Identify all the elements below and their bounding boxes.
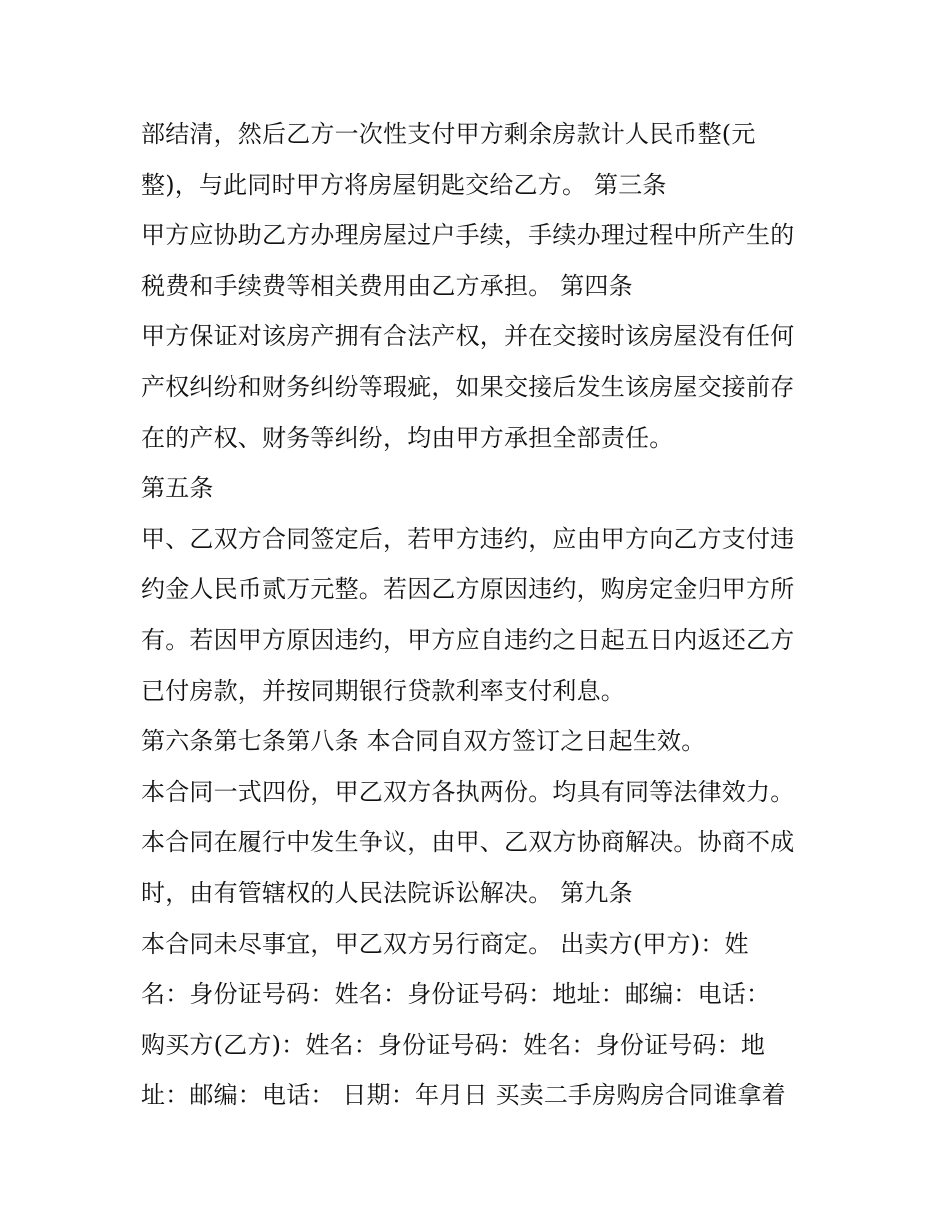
text-line: 部结清，然后乙方一次性支付甲方剩余房款计人民币整(元 bbox=[141, 120, 756, 148]
text-line: 甲、乙双方合同签定后，若甲方违约，应由甲方向乙方支付违 bbox=[141, 524, 795, 553]
text-line: 本合同在履行中发生争议，由甲、乙双方协商解决。协商不成 bbox=[141, 828, 795, 857]
text-line: 甲方保证对该房产拥有合法产权，并在交接时该房屋没有任何 bbox=[141, 322, 795, 351]
text-line: 产权纠纷和财务纠纷等瑕疵，如果交接后发生该房屋交接前存 bbox=[141, 372, 795, 401]
text-line: 本合同未尽事宜，甲乙双方另行商定。 出卖方(甲方)：姓 bbox=[141, 929, 749, 958]
text-line: 甲方应协助乙方办理房屋过户手续，手续办理过程中所产生的 bbox=[141, 221, 795, 250]
section-heading: 第五条 bbox=[141, 474, 214, 503]
text-line: 名：身份证号码：姓名：身份证号码：地址：邮编：电话： bbox=[141, 980, 771, 1009]
text-line: 整)，与此同时甲方将房屋钥匙交给乙方。 第三条 bbox=[141, 170, 667, 199]
text-line: 时，由有管辖权的人民法院诉讼解决。 第九条 bbox=[141, 878, 633, 907]
text-line: 购买方(乙方)：姓名：身份证号码：姓名：身份证号码：地 bbox=[141, 1030, 766, 1059]
text-line: 约金人民币贰万元整。若因乙方原因违约，购房定金归甲方所 bbox=[141, 575, 795, 604]
text-line: 税费和手续费等相关费用由乙方承担。 第四条 bbox=[141, 271, 633, 300]
text-line: 本合同一式四份，甲乙双方各执两份。均具有同等法律效力。 bbox=[141, 777, 795, 806]
contract-body bbox=[141, 109, 841, 1121]
text-line: 第六条第七条第八条 本合同自双方签订之日起生效。 bbox=[141, 727, 706, 756]
text-line: 已付房款，并按同期银行贷款利率支付利息。 bbox=[141, 676, 625, 705]
text-line: 有。若因甲方原因违约，甲方应自违约之日起五日内返还乙方 bbox=[141, 625, 795, 654]
text-line: 址：邮编：电话： 日期：年月日 买卖二手房购房合同谁拿着 bbox=[141, 1081, 786, 1110]
text-line: 在的产权、财务等纠纷，均由甲方承担全部责任。 bbox=[141, 423, 674, 452]
